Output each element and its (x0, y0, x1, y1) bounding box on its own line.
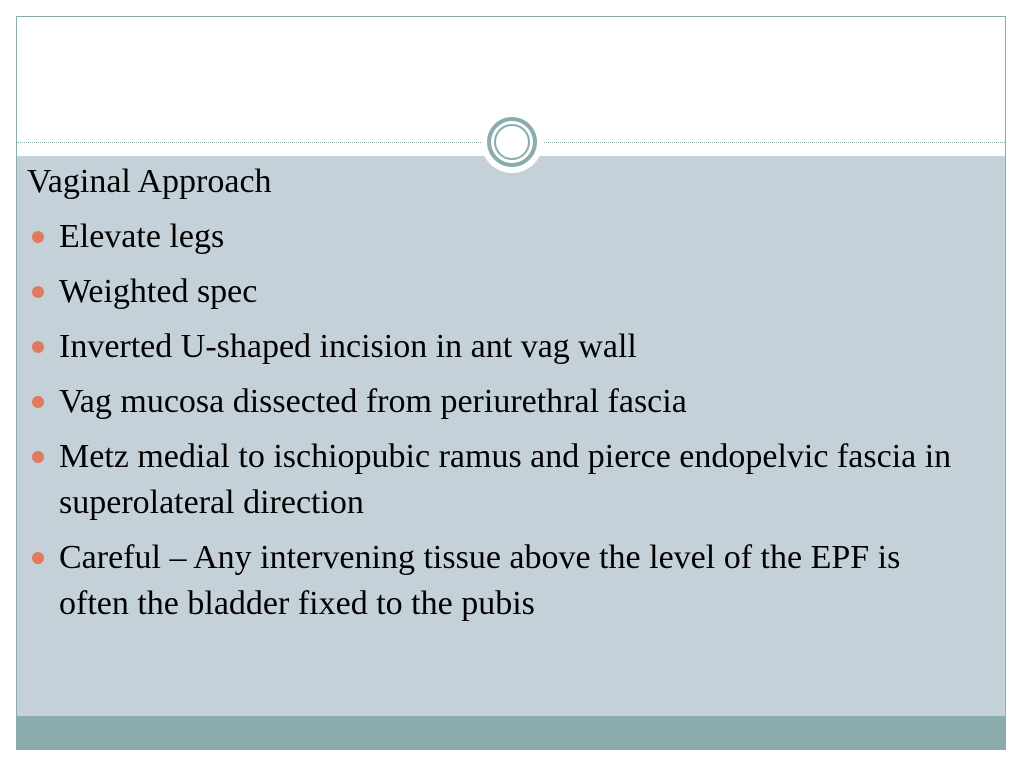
bullet-dot-icon (32, 451, 44, 463)
list-item-text: Weighted spec (59, 273, 258, 310)
list-item (27, 324, 957, 370)
list-item-text: Vag mucosa dissected from periurethral fascia (59, 383, 687, 420)
list-item (27, 214, 957, 260)
list-item (27, 434, 957, 526)
list-item-text: Metz medial to ischiopubic ramus and pierce endopelvic fascia in superolateral direction (59, 438, 952, 521)
bullet-dot-icon (32, 552, 44, 564)
footer-bar (17, 716, 1005, 750)
section-heading: Vaginal Approach (27, 163, 272, 200)
list-item-text: Elevate legs (59, 218, 225, 255)
bullet-dot-icon (32, 231, 44, 243)
list-item (27, 269, 957, 315)
bullet-dot-icon (32, 396, 44, 408)
bullet-dot-icon (32, 286, 44, 298)
bullet-list (27, 214, 957, 627)
ring-ornament-core (494, 124, 530, 160)
list-item (27, 535, 957, 627)
list-item (27, 379, 957, 425)
bullet-dot-icon (32, 341, 44, 353)
list-item-text: Careful – Any intervening tissue above the level of the EPF is often the bladder fixed to the pubis (59, 539, 901, 622)
slide-body (27, 160, 957, 636)
list-item-text: Inverted U-shaped incision in ant vag wall (59, 328, 637, 365)
